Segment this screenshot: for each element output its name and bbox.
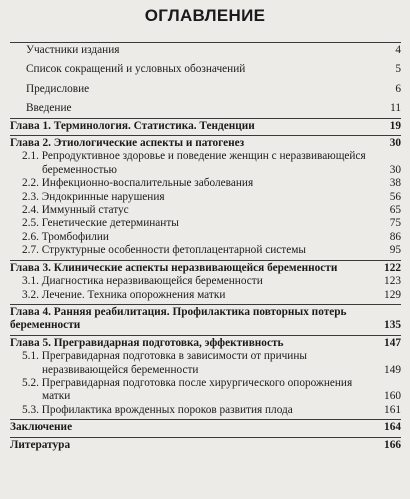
entry-page: 4 — [395, 44, 401, 56]
toc-section-2-4 — [10, 204, 401, 217]
toc-section-2-3 — [10, 191, 401, 204]
toc-section-3-1 — [10, 275, 401, 288]
section-label: 5.3. Профилактика врожденных пороков развития плода — [22, 403, 293, 416]
toc-chapter-3 — [10, 262, 401, 275]
section-page: 65 — [389, 204, 401, 217]
section-page: 86 — [389, 230, 401, 243]
section-label: 2.2. Инфекционно-воспалительные заболевания — [22, 177, 254, 190]
section-page: 95 — [389, 244, 401, 257]
toc-entry-preface — [10, 83, 401, 96]
entry-page: 164 — [384, 421, 401, 434]
section-page: 56 — [389, 190, 401, 203]
chapter-label: Глава 5. Прегравидарная подготовка, эффективность — [10, 336, 284, 349]
chapter-label: Глава 2. Этиологические аспекты и патогенез — [10, 137, 245, 150]
entry-label: Предисловие — [26, 82, 90, 95]
entry-label: Введение — [26, 102, 72, 115]
entry-page: 11 — [390, 102, 401, 115]
chapter-label: Глава 4. Ранняя реабилитация. Профилактика повторных потерь беременности — [10, 305, 347, 332]
section-label: 2.5. Генетические детерминанты — [22, 217, 179, 230]
toc-section-3-2 — [10, 289, 401, 302]
chapter-page: 122 — [384, 261, 401, 274]
entry-page: 6 — [395, 82, 401, 95]
toc-chapter-1 — [10, 120, 401, 133]
section-page: 161 — [384, 403, 401, 416]
entry-label: Заключение — [10, 421, 73, 434]
chapter-page: 19 — [389, 119, 401, 132]
divider — [10, 335, 401, 336]
entry-label: Список сокращений и условных обозначений — [26, 63, 246, 76]
toc-entry-participants — [10, 44, 401, 57]
section-label: 2.3. Эндокринные нарушения — [22, 190, 165, 203]
section-page: 129 — [384, 288, 401, 301]
entry-label: Литература — [10, 438, 71, 451]
section-label: 5.1. Прегравидарная подготовка в зависимости от причины неразвивающейся беременности — [22, 350, 307, 376]
toc-section-5-2 — [10, 377, 401, 404]
section-page: 160 — [384, 390, 401, 403]
divider — [10, 118, 401, 119]
divider — [10, 42, 401, 43]
entry-label: Участники издания — [26, 44, 120, 56]
toc-chapter-2 — [10, 137, 401, 150]
section-label: 2.4. Иммунный статус — [22, 204, 129, 217]
chapter-label: Глава 1. Терминология. Статистика. Тенденции — [10, 119, 255, 132]
toc-section-2-2 — [10, 177, 401, 190]
divider — [10, 260, 401, 261]
section-label: 2.6. Тромбофилии — [22, 230, 109, 243]
chapter-label: Глава 3. Клинические аспекты неразвивающейся беременности — [10, 261, 338, 274]
toc-section-2-5 — [10, 217, 401, 230]
section-page: 123 — [384, 275, 401, 288]
toc-entry-conclusion — [10, 421, 401, 434]
toc-chapter-5 — [10, 337, 401, 350]
toc-section-5-1 — [10, 350, 401, 377]
toc-section-2-6 — [10, 231, 401, 244]
entry-page: 5 — [395, 63, 401, 76]
divider — [10, 135, 401, 136]
divider — [10, 419, 401, 420]
divider — [10, 304, 401, 305]
section-label: 5.2. Прегравидарная подготовка после хирургического опорожнения матки — [22, 376, 353, 403]
toc-chapter-4 — [10, 306, 401, 333]
entry-page: 166 — [384, 438, 401, 451]
section-page: 38 — [389, 177, 401, 190]
section-page: 30 — [389, 163, 401, 176]
table-of-contents — [10, 40, 401, 452]
chapter-page: 135 — [384, 319, 401, 332]
toc-entry-introduction — [10, 102, 401, 115]
section-label: 3.2. Лечение. Техника опорожнения матки — [22, 288, 226, 301]
section-page: 149 — [384, 363, 401, 376]
section-page: 75 — [389, 217, 401, 230]
section-label: 3.1. Диагностика неразвивающейся беременности — [22, 275, 263, 288]
toc-section-2-7 — [10, 244, 401, 257]
toc-section-5-3 — [10, 404, 401, 417]
chapter-page: 30 — [389, 137, 401, 150]
chapter-page: 147 — [384, 336, 401, 349]
divider — [10, 437, 401, 438]
page-title: ОГЛАВЛЕНИЕ — [144, 6, 266, 25]
toc-section-2-1 — [10, 150, 401, 177]
section-label: 2.1. Репродуктивное здоровье и поведение женщин с неразвивающейся беременностью — [22, 150, 366, 176]
toc-entry-abbreviations — [10, 63, 401, 76]
section-label: 2.7. Структурные особенности фетоплацентарной системы — [22, 244, 306, 257]
toc-entry-literature — [10, 439, 401, 452]
